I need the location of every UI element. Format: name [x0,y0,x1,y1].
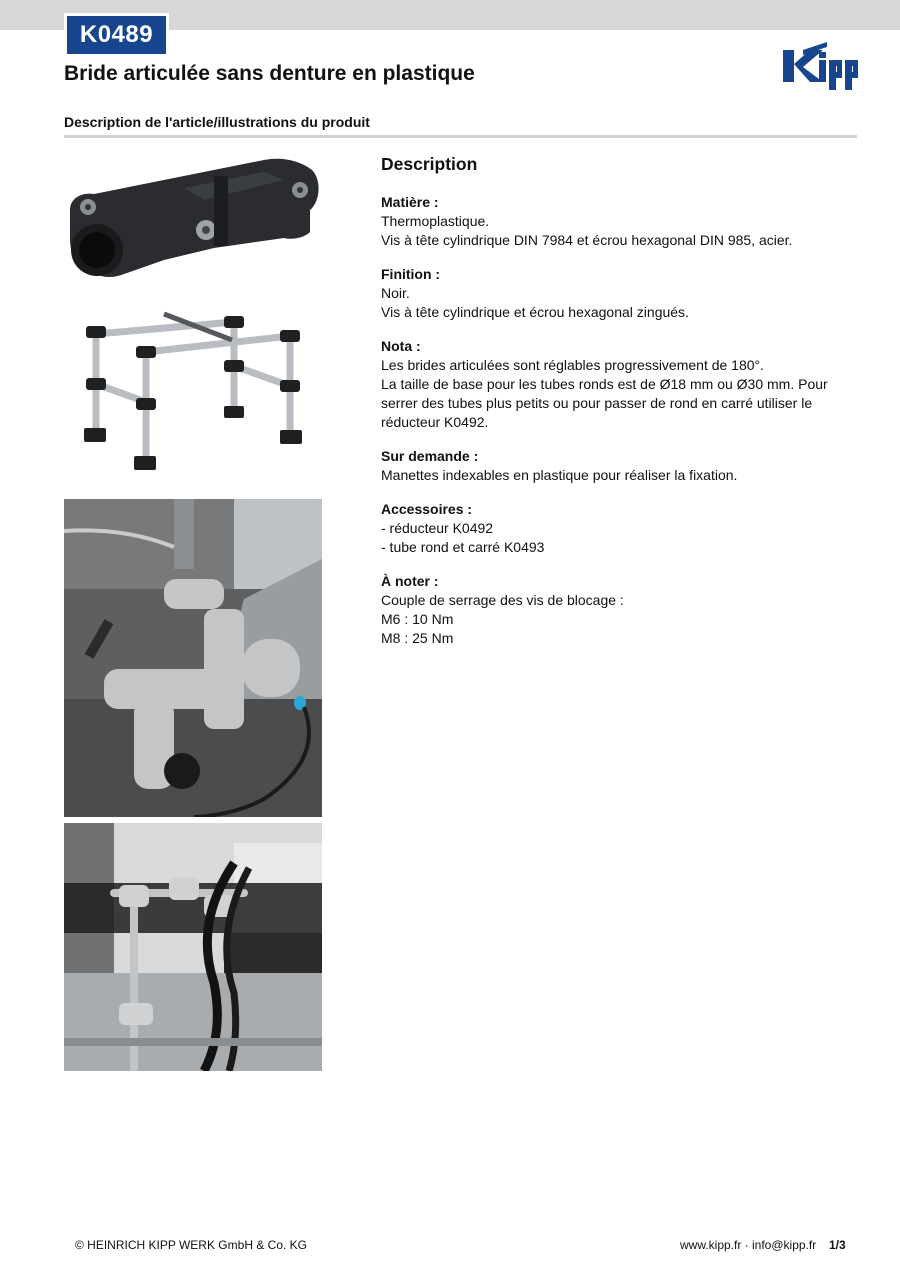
note-label: Nota : [381,338,421,354]
material-line: Thermoplastique. [381,213,490,229]
material-block [381,193,857,250]
description-heading: Description [381,154,478,174]
torque-note-label: À noter : [381,573,439,589]
finish-block [381,265,857,322]
torque-value: M8 : 25 Nm [381,630,454,646]
finish-line: Noir. [381,285,410,301]
finish-label: Finition : [381,266,441,282]
page-number: 1/3 [829,1238,846,1252]
section-label: Description de l'article/illustrations du produit [64,114,370,130]
product-photo-machine-application [64,499,322,817]
note-block [381,337,857,432]
footer-contact[interactable]: www.kipp.fr · info@kipp.fr [680,1238,817,1252]
footer-copyright: © HEINRICH KIPP WERK GmbH & Co. KG [75,1238,307,1252]
accessory-item: - tube rond et carré K0493 [381,539,545,555]
section-divider [64,135,857,138]
torque-value: M6 : 10 Nm [381,611,454,627]
material-line: Vis à tête cylindrique DIN 7984 et écrou hexagonal DIN 985, acier. [381,232,793,248]
on-request-line: Manettes indexables en plastique pour réaliser la fixation. [381,467,738,483]
accessory-item: - réducteur K0492 [381,520,494,536]
kipp-logo [783,38,859,92]
product-photo-black-clamp [64,150,322,290]
description-panel [381,152,857,663]
torque-note-line: Couple de serrage des vis de blocage : [381,592,624,608]
accessories-label: Accessoires : [381,501,473,517]
on-request-block [381,447,857,485]
product-photo-cable-guide-application [64,823,322,1071]
accessories-block [381,500,857,557]
finish-line: Vis à tête cylindrique et écrou hexagonal zingués. [381,304,689,320]
torque-note-block [381,572,857,648]
note-line: La taille de base pour les tubes ronds est de Ø18 mm ou Ø30 mm. Pour serrer des tubes plus petits ou pour passer de rond en carré utiliser le réducteur K0492. [381,376,828,430]
product-photo-frame-assembly [64,294,322,490]
material-label: Matière : [381,194,439,210]
on-request-label: Sur demande : [381,448,479,464]
product-code: K0489 [67,16,166,54]
note-line: Les brides articulées sont réglables progressivement de 180°. [381,357,765,373]
page-title: Bride articulée sans denture en plastique [64,62,475,85]
product-code-badge [64,13,169,57]
